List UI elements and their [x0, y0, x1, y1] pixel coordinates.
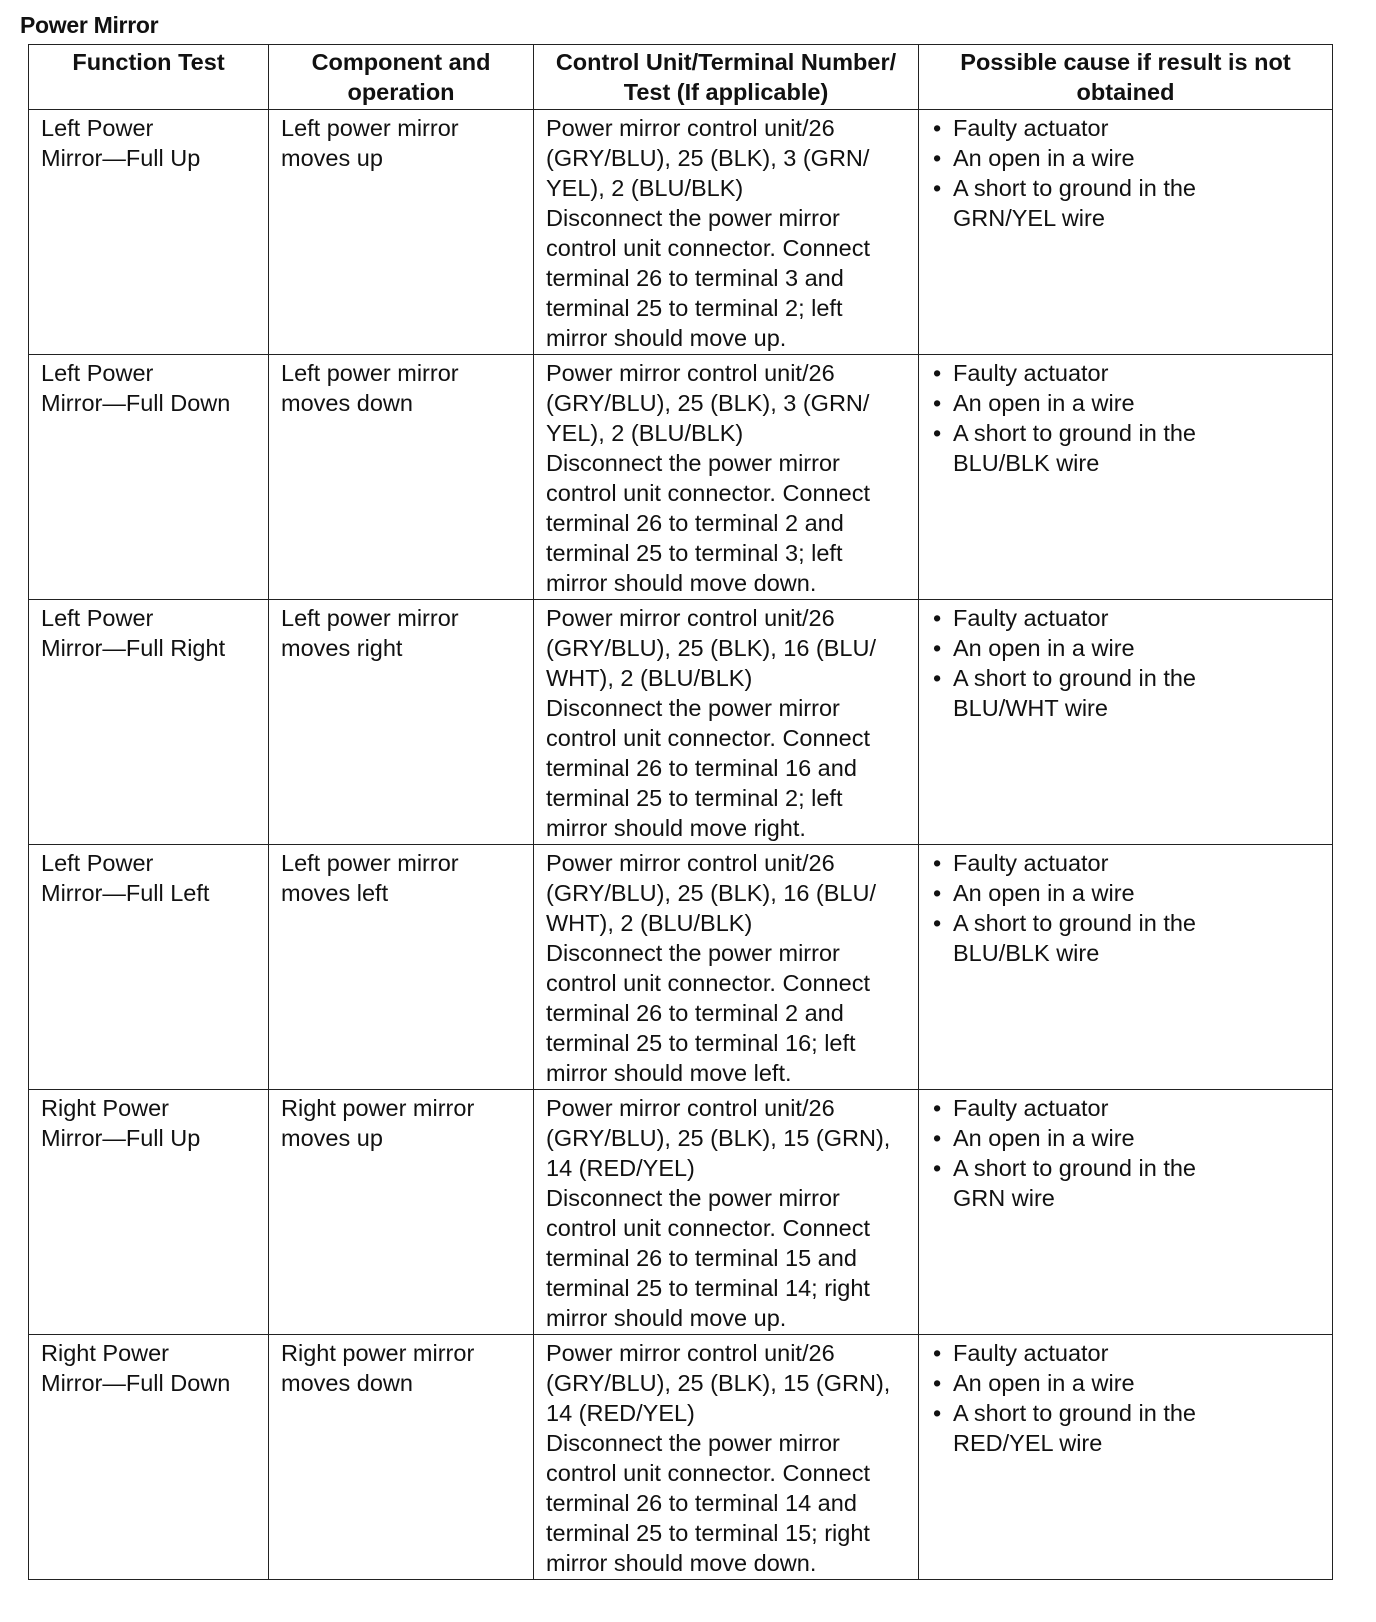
header-line: Possible cause if result is not [960, 49, 1291, 75]
cell-line: moves left [281, 880, 389, 906]
cell-line: YEL), 2 (BLU/BLK) [546, 175, 744, 201]
bullet-icon: • [933, 1095, 942, 1121]
cause-item [931, 143, 1322, 173]
cause-item [931, 1153, 1322, 1213]
component-operation-cell [269, 355, 534, 600]
component-operation-cell [269, 600, 534, 845]
cell-line: Mirror—Full Up [41, 1125, 201, 1151]
cell-line: (GRY/BLU), 25 (BLK), 3 (GRN/ [546, 390, 870, 416]
cause-list [931, 358, 1322, 478]
table-row [29, 1335, 1333, 1580]
header-line: Function Test [72, 49, 225, 75]
bullet-icon: • [933, 635, 942, 661]
cell-line: Left power mirror [281, 605, 459, 631]
section-title: Power Mirror [20, 12, 159, 38]
bullet-icon: • [933, 1400, 942, 1426]
possible-cause-cell [919, 845, 1333, 1090]
cell-line: control unit connector. Connect [546, 1460, 870, 1486]
cell-line: moves down [281, 390, 413, 416]
cell-line: 14 (RED/YEL) [546, 1400, 695, 1426]
cause-line: A short to ground in the [953, 1400, 1196, 1426]
bullet-icon: • [933, 1155, 942, 1181]
table-row [29, 1090, 1333, 1335]
cell-line: Left power mirror [281, 850, 459, 876]
control-unit-test-cell [534, 1090, 919, 1335]
cause-line: An open in a wire [953, 880, 1135, 906]
cause-item [931, 663, 1322, 723]
cause-line: Faulty actuator [953, 850, 1109, 876]
cell-line: moves up [281, 1125, 383, 1151]
cause-list [931, 848, 1322, 968]
cause-item [931, 358, 1322, 388]
bullet-icon: • [933, 605, 942, 631]
cause-line: A short to ground in the [953, 1155, 1196, 1181]
bullet-icon: • [933, 145, 942, 171]
cause-line: GRN/YEL wire [953, 205, 1105, 231]
cell-line: Right power mirror [281, 1340, 475, 1366]
cell-line: mirror should move up. [546, 325, 787, 351]
cell-line: WHT), 2 (BLU/BLK) [546, 665, 753, 691]
header-control-unit-terminal [534, 45, 919, 110]
cause-item [931, 388, 1322, 418]
cell-line: terminal 26 to terminal 3 and [546, 265, 844, 291]
component-operation-cell [269, 110, 534, 355]
cell-line: Disconnect the power mirror [546, 1430, 840, 1456]
cell-line: terminal 25 to terminal 15; right [546, 1520, 870, 1546]
possible-cause-cell [919, 110, 1333, 355]
cell-line: Left Power [41, 115, 154, 141]
component-operation-cell [269, 845, 534, 1090]
cell-line: control unit connector. Connect [546, 970, 870, 996]
cause-line: BLU/WHT wire [953, 695, 1108, 721]
cause-item [931, 908, 1322, 968]
cell-line: Left Power [41, 605, 154, 631]
bullet-icon: • [933, 910, 942, 936]
bullet-icon: • [933, 880, 942, 906]
header-row [29, 45, 1333, 110]
cause-line: BLU/BLK wire [953, 940, 1100, 966]
control-unit-test-cell [534, 845, 919, 1090]
cell-line: control unit connector. Connect [546, 1215, 870, 1241]
cell-line: Mirror—Full Right [41, 635, 226, 661]
cause-item [931, 1123, 1322, 1153]
table-row [29, 845, 1333, 1090]
cell-line: moves right [281, 635, 403, 661]
control-unit-test-cell [534, 355, 919, 600]
cell-line: terminal 26 to terminal 2 and [546, 510, 844, 536]
control-unit-test-cell [534, 1335, 919, 1580]
cause-item [931, 848, 1322, 878]
bullet-icon: • [933, 390, 942, 416]
cell-line: terminal 26 to terminal 2 and [546, 1000, 844, 1026]
table-row [29, 110, 1333, 355]
cell-line: Disconnect the power mirror [546, 940, 840, 966]
cause-item [931, 603, 1322, 633]
header-function-test [29, 45, 269, 110]
header-component-operation [269, 45, 534, 110]
component-operation-cell [269, 1335, 534, 1580]
control-unit-test-cell [534, 600, 919, 845]
cell-line: (GRY/BLU), 25 (BLK), 3 (GRN/ [546, 145, 870, 171]
cell-line: terminal 26 to terminal 16 and [546, 755, 857, 781]
bullet-icon: • [933, 175, 942, 201]
cell-line: (GRY/BLU), 25 (BLK), 16 (BLU/ [546, 635, 876, 661]
cell-line: Mirror—Full Left [41, 880, 210, 906]
function-test-cell [29, 355, 269, 600]
cell-line: 14 (RED/YEL) [546, 1155, 695, 1181]
cause-line: Faulty actuator [953, 360, 1109, 386]
cause-line: Faulty actuator [953, 1095, 1109, 1121]
cell-line: mirror should move down. [546, 570, 817, 596]
cell-line: mirror should move left. [546, 1060, 792, 1086]
cell-line: terminal 25 to terminal 14; right [546, 1275, 870, 1301]
cause-line: Faulty actuator [953, 1340, 1109, 1366]
cause-list [931, 603, 1322, 723]
header-line: obtained [1076, 79, 1175, 105]
cell-line: terminal 25 to terminal 2; left [546, 785, 843, 811]
cell-line: mirror should move up. [546, 1305, 787, 1331]
cell-line: Power mirror control unit/26 [546, 1095, 835, 1121]
cell-line: terminal 26 to terminal 15 and [546, 1245, 857, 1271]
cell-line: Left power mirror [281, 360, 459, 386]
bullet-icon: • [933, 115, 942, 141]
cause-list [931, 1338, 1322, 1458]
function-test-cell [29, 845, 269, 1090]
cause-line: GRN wire [953, 1185, 1055, 1211]
power-mirror-table [28, 44, 1333, 1580]
bullet-icon: • [933, 1125, 942, 1151]
cause-line: An open in a wire [953, 390, 1135, 416]
cell-line: (GRY/BLU), 25 (BLK), 15 (GRN), [546, 1125, 891, 1151]
cell-line: Power mirror control unit/26 [546, 1340, 835, 1366]
header-possible-cause [919, 45, 1333, 110]
bullet-icon: • [933, 1340, 942, 1366]
possible-cause-cell [919, 355, 1333, 600]
cell-line: control unit connector. Connect [546, 480, 870, 506]
cell-line: Disconnect the power mirror [546, 450, 840, 476]
function-test-cell [29, 1090, 269, 1335]
possible-cause-cell [919, 600, 1333, 845]
cell-line: YEL), 2 (BLU/BLK) [546, 420, 744, 446]
cause-line: RED/YEL wire [953, 1430, 1103, 1456]
cell-line: moves up [281, 145, 383, 171]
cell-line: Right Power [41, 1340, 169, 1366]
cell-line: moves down [281, 1370, 413, 1396]
function-test-cell [29, 110, 269, 355]
possible-cause-cell [919, 1335, 1333, 1580]
cell-line: control unit connector. Connect [546, 235, 870, 261]
cell-line: WHT), 2 (BLU/BLK) [546, 910, 753, 936]
cause-list [931, 113, 1322, 233]
bullet-icon: • [933, 850, 942, 876]
cause-item [931, 633, 1322, 663]
header-line: Test (If applicable) [623, 79, 829, 105]
bullet-icon: • [933, 1370, 942, 1396]
component-operation-cell [269, 1090, 534, 1335]
cell-line: mirror should move down. [546, 1550, 817, 1576]
cause-line: Faulty actuator [953, 605, 1109, 631]
cell-line: Mirror—Full Up [41, 145, 201, 171]
cause-line: A short to ground in the [953, 665, 1196, 691]
cause-line: Faulty actuator [953, 115, 1109, 141]
cell-line: Right power mirror [281, 1095, 475, 1121]
cause-line: An open in a wire [953, 1125, 1135, 1151]
possible-cause-cell [919, 1090, 1333, 1335]
bullet-icon: • [933, 665, 942, 691]
cell-line: Left Power [41, 850, 154, 876]
cause-item [931, 173, 1322, 233]
header-line: operation [347, 79, 455, 105]
table-row [29, 600, 1333, 845]
cell-line: mirror should move right. [546, 815, 806, 841]
cause-item [931, 1368, 1322, 1398]
cell-line: Mirror—Full Down [41, 390, 231, 416]
cell-line: Left power mirror [281, 115, 459, 141]
cause-list [931, 1093, 1322, 1213]
cause-line: A short to ground in the [953, 175, 1196, 201]
cause-line: An open in a wire [953, 635, 1135, 661]
cell-line: Disconnect the power mirror [546, 1185, 840, 1211]
cell-line: (GRY/BLU), 25 (BLK), 16 (BLU/ [546, 880, 876, 906]
cell-line: terminal 25 to terminal 2; left [546, 295, 843, 321]
cause-item [931, 1093, 1322, 1123]
cell-line: Left Power [41, 360, 154, 386]
cell-line: Right Power [41, 1095, 169, 1121]
cause-item [931, 418, 1322, 478]
function-test-cell [29, 600, 269, 845]
cell-line: Mirror—Full Down [41, 1370, 231, 1396]
cell-line: Power mirror control unit/26 [546, 850, 835, 876]
cause-item [931, 1338, 1322, 1368]
cause-line: A short to ground in the [953, 420, 1196, 446]
header-line: Control Unit/Terminal Number/ [555, 49, 897, 75]
cell-line: terminal 26 to terminal 14 and [546, 1490, 857, 1516]
bullet-icon: • [933, 420, 942, 446]
cause-line: A short to ground in the [953, 910, 1196, 936]
control-unit-test-cell [534, 110, 919, 355]
table-row [29, 355, 1333, 600]
cell-line: Disconnect the power mirror [546, 695, 840, 721]
cause-item [931, 1398, 1322, 1458]
cell-line: Power mirror control unit/26 [546, 360, 835, 386]
cause-line: BLU/BLK wire [953, 450, 1100, 476]
cell-line: terminal 25 to terminal 16; left [546, 1030, 856, 1056]
cause-line: An open in a wire [953, 145, 1135, 171]
cell-line: Disconnect the power mirror [546, 205, 840, 231]
cell-line: (GRY/BLU), 25 (BLK), 15 (GRN), [546, 1370, 891, 1396]
function-test-cell [29, 1335, 269, 1580]
cell-line: Power mirror control unit/26 [546, 115, 835, 141]
cell-line: control unit connector. Connect [546, 725, 870, 751]
cause-line: An open in a wire [953, 1370, 1135, 1396]
cell-line: Power mirror control unit/26 [546, 605, 835, 631]
bullet-icon: • [933, 360, 942, 386]
cause-item [931, 113, 1322, 143]
header-line: Component and [311, 49, 491, 75]
cell-line: terminal 25 to terminal 3; left [546, 540, 843, 566]
cause-item [931, 878, 1322, 908]
